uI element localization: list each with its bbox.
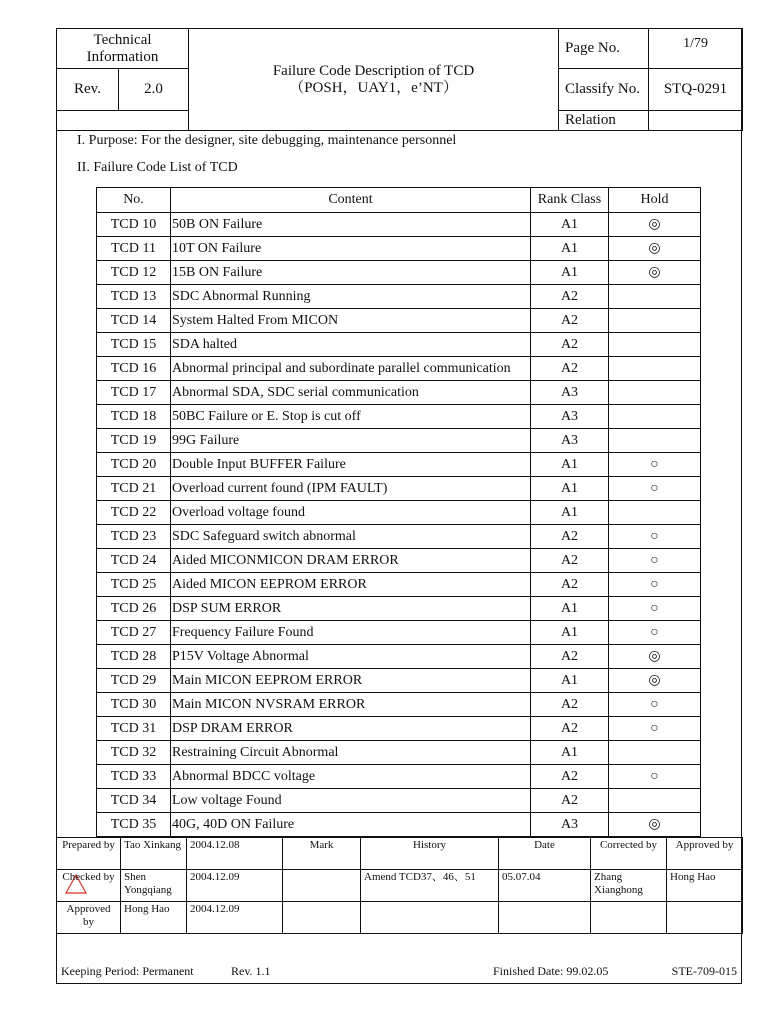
prepared-date: 2004.12.08 [187, 838, 283, 870]
code-content: 50BC Failure or E. Stop is cut off [171, 405, 531, 429]
code-number: TCD 11 [97, 237, 171, 261]
code-content: P15V Voltage Abnormal [171, 645, 531, 669]
corrected-by-label: Corrected by [591, 838, 667, 870]
table-row [97, 237, 701, 261]
code-rank-class: A2 [531, 765, 609, 789]
column-header-rank-class: Rank Class [531, 188, 609, 213]
code-hold: ○ [609, 549, 701, 573]
code-hold [609, 501, 701, 525]
code-content: Aided MICON EEPROM ERROR [171, 573, 531, 597]
blank-cell [361, 902, 499, 934]
document-title [189, 29, 559, 131]
code-hold: ○ [609, 717, 701, 741]
mark-label: Mark [283, 838, 361, 870]
code-rank-class: A1 [531, 621, 609, 645]
code-rank-class: A1 [531, 477, 609, 501]
code-number: TCD 34 [97, 789, 171, 813]
table-row [97, 525, 701, 549]
table-row [97, 309, 701, 333]
table-row [97, 261, 701, 285]
history-date: 05.07.04 [499, 870, 591, 902]
code-content: Abnormal SDA, SDC serial communication [171, 381, 531, 405]
code-hold: ○ [609, 693, 701, 717]
table-row [97, 285, 701, 309]
code-rank-class: A1 [531, 501, 609, 525]
code-hold: ○ [609, 621, 701, 645]
finished-date: Finished Date: 99.02.05 [493, 964, 609, 978]
table-row [97, 453, 701, 477]
code-rank-class: A2 [531, 357, 609, 381]
code-number: TCD 23 [97, 525, 171, 549]
code-content: 99G Failure [171, 429, 531, 453]
approved-by-name: Hong Hao [121, 902, 187, 934]
table-row [97, 381, 701, 405]
classify-no-value: STQ-0291 [649, 69, 743, 111]
code-number: TCD 33 [97, 765, 171, 789]
code-rank-class: A1 [531, 213, 609, 237]
code-hold: ◎ [609, 213, 701, 237]
column-header-hold: Hold [609, 188, 701, 213]
blank-cell [499, 902, 591, 934]
code-content: Abnormal BDCC voltage [171, 765, 531, 789]
document-page [56, 28, 742, 984]
code-content: SDA halted [171, 333, 531, 357]
code-hold: ○ [609, 597, 701, 621]
code-rank-class: A1 [531, 261, 609, 285]
code-rank-class: A3 [531, 429, 609, 453]
prepared-by-label: Prepared by [57, 838, 121, 870]
checked-by-name: Shen Yongqiang [121, 870, 187, 902]
table-row [97, 813, 701, 837]
code-hold [609, 357, 701, 381]
table-row [97, 357, 701, 381]
code-hold: ○ [609, 525, 701, 549]
code-rank-class: A1 [531, 453, 609, 477]
footer-rev: Rev. 1.1 [231, 964, 271, 978]
approved-date: 2004.12.09 [187, 902, 283, 934]
history-approved-by-label: Approved by [667, 838, 743, 870]
table-row [97, 405, 701, 429]
code-rank-class: A2 [531, 645, 609, 669]
date-label: Date [499, 838, 591, 870]
code-content: SDC Abnormal Running [171, 285, 531, 309]
table-row [97, 717, 701, 741]
rev-value: 2.0 [119, 69, 189, 111]
code-number: TCD 25 [97, 573, 171, 597]
table-row [97, 429, 701, 453]
code-number: TCD 35 [97, 813, 171, 837]
column-header-no: No. [97, 188, 171, 213]
code-content: Overload current found (IPM FAULT) [171, 477, 531, 501]
table-row [97, 669, 701, 693]
code-content: Aided MICONMICON DRAM ERROR [171, 549, 531, 573]
code-content: 15B ON Failure [171, 261, 531, 285]
code-number: TCD 12 [97, 261, 171, 285]
list-heading: II. Failure Code List of TCD [77, 160, 238, 175]
code-number: TCD 17 [97, 381, 171, 405]
code-hold [609, 285, 701, 309]
code-number: TCD 28 [97, 645, 171, 669]
code-content: DSP DRAM ERROR [171, 717, 531, 741]
table-row [97, 501, 701, 525]
blank-cell [283, 902, 361, 934]
page-no-value: 1/79 [649, 29, 743, 69]
rev-label: Rev. [57, 69, 119, 111]
code-hold [609, 429, 701, 453]
code-rank-class: A3 [531, 405, 609, 429]
history-label: History [361, 838, 499, 870]
code-number: TCD 32 [97, 741, 171, 765]
keeping-period: Keeping Period: Permanent [61, 964, 194, 978]
code-hold: ◎ [609, 645, 701, 669]
code-rank-class: A1 [531, 237, 609, 261]
blank-cell [667, 902, 743, 934]
code-content: Abnormal principal and subordinate parallel communication [171, 357, 531, 381]
code-number: TCD 31 [97, 717, 171, 741]
code-rank-class: A3 [531, 813, 609, 837]
code-content: 40G, 40D ON Failure [171, 813, 531, 837]
code-rank-class: A1 [531, 669, 609, 693]
table-row [97, 789, 701, 813]
relation-value [649, 111, 743, 131]
prepared-by-name: Tao Xinkang [121, 838, 187, 870]
code-rank-class: A2 [531, 693, 609, 717]
title-line-1: Failure Code Description of TCD [272, 62, 475, 79]
code-hold: ○ [609, 453, 701, 477]
table-row [97, 573, 701, 597]
code-rank-class: A2 [531, 549, 609, 573]
code-content: Double Input BUFFER Failure [171, 453, 531, 477]
failure-code-table [96, 187, 701, 837]
checked-by-label: Checked by [62, 871, 115, 883]
table-row [97, 645, 701, 669]
code-content: SDC Safeguard switch abnormal [171, 525, 531, 549]
table-row [97, 741, 701, 765]
form-code: STE-709-015 [671, 964, 737, 978]
code-rank-class: A3 [531, 381, 609, 405]
classify-no-label: Classify No. [559, 69, 649, 111]
code-content: Frequency Failure Found [171, 621, 531, 645]
code-rank-class: A2 [531, 573, 609, 597]
code-hold [609, 405, 701, 429]
code-number: TCD 29 [97, 669, 171, 693]
code-content: 50B ON Failure [171, 213, 531, 237]
mark-entry [283, 870, 361, 902]
table-row [97, 597, 701, 621]
failure-code-rows [97, 213, 701, 837]
code-content: 10T ON Failure [171, 237, 531, 261]
column-header-content: Content [171, 188, 531, 213]
page-no-label: Page No. [559, 29, 649, 69]
relation-label: Relation [559, 111, 649, 131]
code-number: TCD 20 [97, 453, 171, 477]
code-rank-class: A2 [531, 717, 609, 741]
code-rank-class: A2 [531, 525, 609, 549]
code-content: Overload voltage found [171, 501, 531, 525]
table-row [97, 549, 701, 573]
history-approved-by-name: Hong Hao [667, 870, 743, 902]
code-number: TCD 14 [97, 309, 171, 333]
code-rank-class: A2 [531, 789, 609, 813]
code-rank-class: A1 [531, 597, 609, 621]
code-hold [609, 333, 701, 357]
code-number: TCD 19 [97, 429, 171, 453]
history-entry: Amend TCD37、46、51 [361, 870, 499, 902]
code-content: Main MICON NVSRAM ERROR [171, 693, 531, 717]
code-hold: ◎ [609, 261, 701, 285]
table-row [97, 621, 701, 645]
header-table [56, 28, 743, 131]
table-row [97, 765, 701, 789]
table-row [97, 333, 701, 357]
code-rank-class: A1 [531, 741, 609, 765]
code-content: Restraining Circuit Abnormal [171, 741, 531, 765]
code-content: Low voltage Found [171, 789, 531, 813]
table-row [97, 213, 701, 237]
table-header-row [97, 188, 701, 213]
header-blank-cell [57, 111, 189, 131]
code-hold [609, 309, 701, 333]
code-number: TCD 15 [97, 333, 171, 357]
code-hold: ◎ [609, 813, 701, 837]
checked-by-cell [57, 870, 121, 902]
blank-cell [591, 902, 667, 934]
code-number: TCD 30 [97, 693, 171, 717]
code-hold: ◎ [609, 237, 701, 261]
signoff-table [56, 837, 743, 934]
code-number: TCD 16 [97, 357, 171, 381]
code-hold [609, 381, 701, 405]
code-rank-class: A2 [531, 285, 609, 309]
code-number: TCD 18 [97, 405, 171, 429]
table-row [97, 477, 701, 501]
title-line-2: （POSH，UAY1，e’NT） [289, 79, 458, 96]
corrected-by-name: Zhang Xianghong [591, 870, 667, 902]
code-rank-class: A2 [531, 333, 609, 357]
code-number: TCD 24 [97, 549, 171, 573]
code-number: TCD 10 [97, 213, 171, 237]
purpose-text: I. Purpose: For the designer, site debugging, maintenance personnel [77, 133, 457, 148]
code-hold [609, 741, 701, 765]
code-hold: ◎ [609, 669, 701, 693]
code-number: TCD 26 [97, 597, 171, 621]
table-row [97, 693, 701, 717]
code-hold [609, 789, 701, 813]
code-hold: ○ [609, 765, 701, 789]
code-number: TCD 13 [97, 285, 171, 309]
code-content: System Halted From MICON [171, 309, 531, 333]
checked-date: 2004.12.09 [187, 870, 283, 902]
technical-information-label: Technical Information [57, 29, 189, 69]
code-number: TCD 27 [97, 621, 171, 645]
code-content: Main MICON EEPROM ERROR [171, 669, 531, 693]
code-hold: ○ [609, 477, 701, 501]
code-rank-class: A2 [531, 309, 609, 333]
code-content: DSP SUM ERROR [171, 597, 531, 621]
code-number: TCD 21 [97, 477, 171, 501]
code-hold: ○ [609, 573, 701, 597]
approved-by-label: Approved by [57, 902, 121, 934]
code-number: TCD 22 [97, 501, 171, 525]
